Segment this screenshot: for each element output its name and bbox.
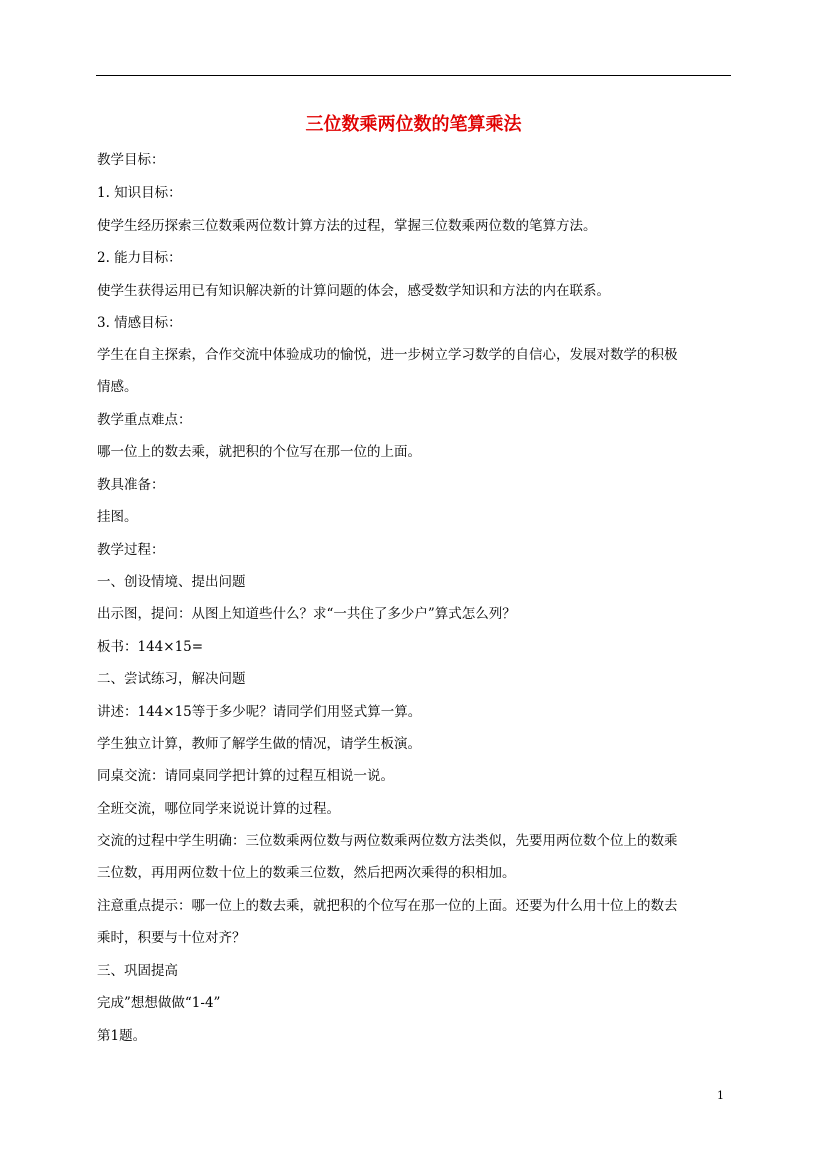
text-line: 第1题。 [97, 1028, 147, 1044]
text-line: 三、巩固提高 [97, 963, 178, 979]
text-line: 一、创设情境、提出问题 [97, 574, 246, 590]
text-line: 挂图。 [97, 509, 138, 525]
text-line: 教学目标： [97, 152, 165, 168]
text-line: 注意重点提示：哪一位上的数去乘，就把积的个位写在那一位的上面。还要为什么用十位上的数去 [97, 898, 678, 914]
text-line: 学生在自主探索，合作交流中体验成功的愉悦，进一步树立学习数学的自信心，发展对数学的积极 [97, 347, 678, 363]
text-line: 教学过程： [97, 542, 165, 558]
page-number: 1 [717, 1089, 724, 1102]
text-line: 1. 知识目标： [97, 185, 182, 201]
text-line: 三位数，再用两位数十位上的数乘三位数，然后把两次乘得的积相加。 [97, 865, 516, 881]
text-line: 使学生获得运用已有知识解决新的计算问题的体会，感受数学知识和方法的内在联系。 [97, 283, 610, 299]
text-line: 2. 能力目标： [97, 250, 182, 266]
text-line: 板书：144×15= [97, 639, 204, 655]
text-line: 3. 情感目标： [97, 315, 182, 331]
text-line: 情感。 [97, 379, 138, 395]
text-line: 交流的过程中学生明确：三位数乘两位数与两位数乘两位数方法类似，先要用两位数个位上的数乘 [97, 833, 678, 849]
text-line: 二、尝试练习，解决问题 [97, 671, 246, 687]
text-line: 使学生经历探索三位数乘两位数计算方法的过程，掌握三位数乘两位数的笔算方法。 [97, 218, 597, 234]
header-rule [96, 75, 731, 76]
text-line: 讲述：144×15等于多少呢？请同学们用竖式算一算。 [97, 704, 422, 720]
page-title: 三位数乘两位数的笔算乘法 [305, 114, 522, 135]
text-line: 同桌交流：请同桌同学把计算的过程互相说一说。 [97, 768, 394, 784]
text-line: 完成”想想做做“1-4” [97, 995, 221, 1011]
text-line: 乘时，积要与十位对齐？ [97, 930, 246, 946]
text-line: 教具准备： [97, 477, 165, 493]
text-line: 出示图，提问：从图上知道些什么？求“一共住了多少户”算式怎么列？ [97, 606, 516, 622]
text-line: 教学重点难点： [97, 412, 192, 428]
text-line: 全班交流，哪位同学来说说计算的过程。 [97, 801, 340, 817]
text-line: 哪一位上的数去乘，就把积的个位写在那一位的上面。 [97, 444, 421, 460]
text-line: 学生独立计算，教师了解学生做的情况，请学生板演。 [97, 736, 421, 752]
